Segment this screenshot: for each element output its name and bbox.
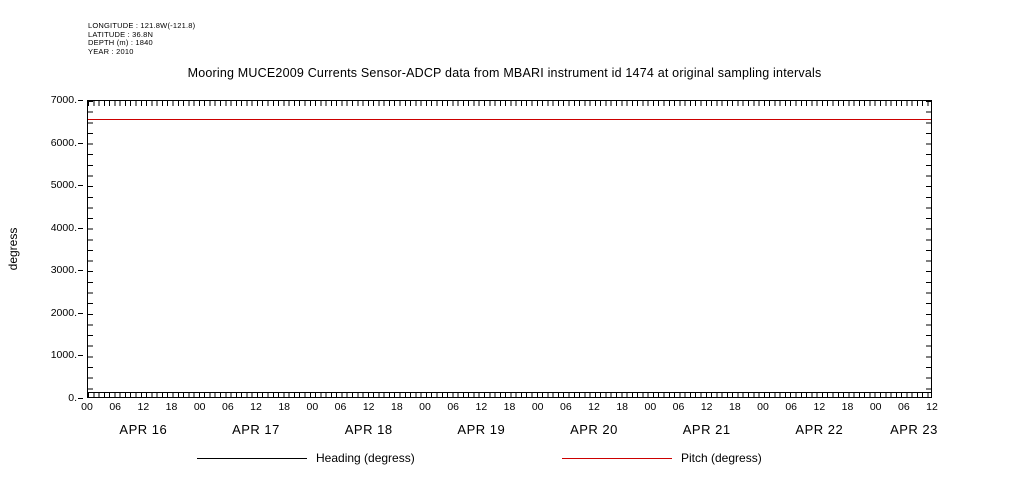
x-tick-label: 18 [278, 401, 290, 413]
y-tick-mark [78, 185, 83, 186]
chart-legend [87, 448, 932, 470]
x-day-label: APR 17 [232, 422, 280, 437]
x-tick-label: 00 [869, 401, 882, 413]
legend-swatch [197, 458, 307, 459]
y-tick-mark [78, 398, 83, 399]
y-tick-label: 7000. [50, 94, 77, 106]
x-day-label: APR 21 [682, 422, 731, 437]
y-tick-label: 5000. [50, 179, 77, 192]
x-tick-label: 00 [644, 401, 657, 413]
x-tick-label: 12 [926, 401, 938, 413]
x-tick-label: 18 [616, 401, 628, 413]
x-tick-label: 18 [390, 401, 403, 413]
series-line [88, 119, 931, 120]
x-tick-label: 00 [306, 401, 319, 413]
y-tick-mark [78, 313, 83, 314]
series-line [88, 392, 931, 393]
y-tick-label: 2000. [50, 306, 77, 319]
x-tick-label: 00 [81, 401, 93, 413]
y-tick-label: 1000. [50, 349, 77, 362]
x-tick-label: 12 [362, 401, 375, 413]
y-tick-mark [78, 270, 83, 271]
legend-label: Pitch (degress) [681, 451, 762, 465]
legend-item [562, 448, 762, 468]
y-tick-label: 3000. [50, 264, 77, 277]
legend-item [197, 448, 415, 468]
x-tick-label: 06 [672, 401, 685, 413]
x-tick-label: 06 [109, 401, 121, 413]
metadata-line-depth: DEPTH (m) : 1840 [88, 38, 153, 48]
metadata-line-latitude: LATITUDE : 36.8N [88, 29, 154, 39]
x-tick-label: 12 [137, 401, 150, 413]
x-tick-label: 18 [728, 401, 741, 413]
y-tick-label: 6000. [50, 136, 77, 149]
metadata-line-year: YEAR : 2010 [88, 46, 134, 56]
y-tick-label: 0. [68, 392, 77, 404]
x-day-label: APR 16 [119, 422, 168, 437]
x-axis-hour-labels [81, 401, 938, 417]
y-tick-mark [78, 143, 83, 144]
x-tick-label: 12 [250, 401, 262, 413]
legend-swatch [562, 458, 672, 459]
y-axis-labels [0, 94, 83, 404]
x-tick-label: 00 [757, 401, 769, 413]
x-tick-label: 18 [503, 401, 516, 413]
x-tick-label: 18 [165, 401, 178, 413]
x-day-label: APR 19 [457, 422, 506, 437]
x-tick-label: 18 [841, 401, 854, 413]
y-axis-right-ticks [926, 101, 931, 397]
x-tick-label: 00 [419, 401, 431, 413]
x-tick-label: 06 [221, 401, 234, 413]
legend-label: Heading (degress) [316, 451, 415, 465]
x-tick-label: 06 [897, 401, 910, 413]
y-tick-mark [78, 355, 83, 356]
x-day-label: APR 20 [570, 422, 618, 437]
metadata-line-longitude: LONGITUDE : 121.8W(-121.8) [88, 21, 196, 30]
x-tick-label: 12 [475, 401, 488, 413]
x-tick-label: 06 [559, 401, 572, 413]
y-axis-title: degress [6, 227, 20, 271]
chart-title: Mooring MUCE2009 Currents Sensor-ADCP data from MBARI instrument id 1474 at original sampling intervals [187, 66, 822, 80]
x-day-label: APR 23 [890, 422, 938, 437]
metadata-block [88, 22, 195, 56]
y-tick-mark [78, 228, 83, 229]
x-axis-day-labels [87, 422, 938, 442]
x-tick-label: 06 [334, 401, 347, 413]
x-tick-label: 06 [785, 401, 797, 413]
x-tick-label: 00 [193, 401, 206, 413]
x-tick-label: 12 [813, 401, 826, 413]
y-axis-left-ticks [88, 101, 93, 397]
x-axis-top-ticks [88, 101, 931, 106]
plot-area [87, 100, 932, 398]
x-tick-label: 06 [447, 401, 459, 413]
y-tick-label: 4000. [50, 221, 77, 234]
x-tick-label: 00 [531, 401, 544, 413]
x-day-label: APR 22 [795, 422, 844, 437]
y-tick-mark [78, 100, 83, 101]
x-day-label: APR 18 [344, 422, 393, 437]
x-tick-label: 12 [588, 401, 600, 413]
x-tick-label: 12 [700, 401, 713, 413]
